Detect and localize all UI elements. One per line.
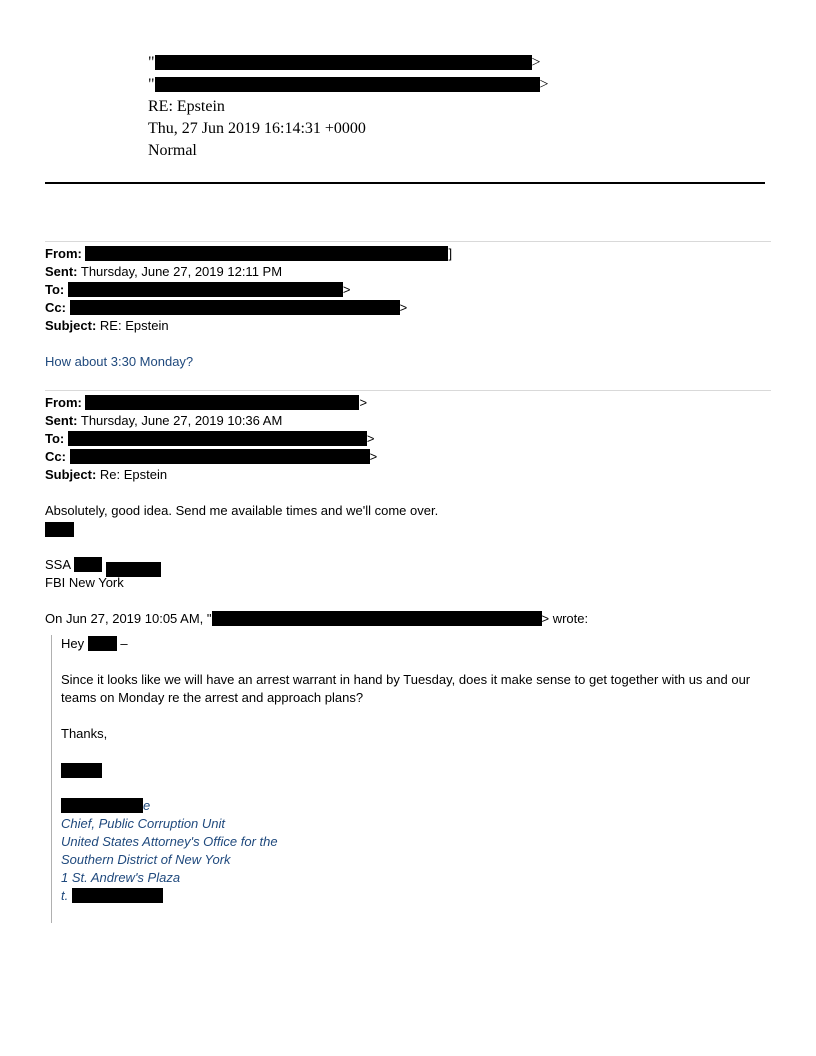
quoted-greeting: Hey — [61, 636, 85, 651]
msg1-body: How about 3:30 Monday? — [45, 354, 194, 369]
msg1-from-label: From: — [45, 246, 82, 261]
msg2-subject-row — [45, 466, 167, 484]
msg2-sent: Thursday, June 27, 2019 10:36 AM — [80, 413, 283, 428]
msg2-subject: Re: Epstein — [99, 467, 168, 482]
msg2-sent-row — [45, 412, 282, 430]
msg1-subject: RE: Epstein — [99, 318, 169, 333]
msg2-sig-title-row — [45, 556, 161, 574]
msg2-body: Absolutely, good idea. Send me available times and we'll come over. — [45, 503, 439, 518]
quoted-greeting-row — [61, 635, 128, 653]
quoted-sig-name-tail: e — [143, 798, 151, 813]
msg2-sig-title: SSA — [45, 557, 71, 572]
msg1-cc-label: Cc: — [45, 300, 66, 315]
header-subject: RE: Epstein — [148, 98, 225, 115]
message-divider — [45, 241, 771, 242]
redaction-block — [61, 798, 143, 813]
quoted-intro-suffix: > wrote: — [541, 611, 589, 626]
quoted-sig-name-row — [61, 797, 150, 815]
redaction-block — [88, 636, 117, 651]
msg2-signoff — [45, 521, 74, 539]
msg1-cc-row — [45, 299, 407, 317]
quoted-sig-line: Chief, Public Corruption Unit — [61, 816, 226, 831]
msg1-sent: Thursday, June 27, 2019 12:11 PM — [80, 264, 283, 279]
msg2-cc-suffix: > — [369, 449, 378, 464]
redaction-block — [155, 55, 532, 70]
msg2-cc-row — [45, 448, 377, 466]
msg2-to-label: To: — [45, 431, 65, 446]
quoted-sig-phone-prefix: t. — [61, 888, 69, 903]
quoted-sig-phone-row — [61, 887, 163, 905]
quoted-body-line-1: Since it looks like we will have an arrest warrant in hand by Tuesday, does it make sense to get together with us and our — [61, 672, 751, 687]
msg2-to-suffix: > — [366, 431, 375, 446]
quoted-signoff — [61, 762, 102, 780]
quote-bar — [51, 635, 52, 923]
msg1-from-row — [45, 245, 452, 263]
msg1-sent-row — [45, 263, 282, 281]
message-divider — [45, 390, 771, 391]
header-importance: Normal — [148, 142, 197, 159]
msg2-from-suffix: > — [359, 395, 368, 410]
redaction-block — [85, 395, 359, 410]
redaction-block — [61, 763, 102, 778]
quoted-sig-line: United States Attorney's Office for the — [61, 834, 278, 849]
header-cc-prefix: " — [148, 76, 155, 93]
header-divider — [45, 182, 765, 184]
quoted-thanks: Thanks, — [61, 726, 108, 741]
redaction-block — [155, 77, 540, 92]
msg1-subject-row — [45, 317, 169, 335]
header-to-suffix: > — [531, 54, 541, 71]
quoted-sig-line: Southern District of New York — [61, 852, 231, 867]
quoted-sig-line: 1 St. Andrew's Plaza — [61, 870, 181, 885]
header-to-prefix: " — [148, 54, 155, 71]
msg2-sent-label: Sent: — [45, 413, 78, 428]
msg2-sig-office: FBI New York — [45, 575, 124, 590]
msg2-cc-label: Cc: — [45, 449, 66, 464]
quoted-intro-prefix: On Jun 27, 2019 10:05 AM, " — [45, 611, 212, 626]
msg1-subject-label: Subject: — [45, 318, 97, 333]
redaction-block — [212, 611, 542, 626]
redaction-block — [72, 888, 163, 903]
msg2-from-label: From: — [45, 395, 82, 410]
redaction-block — [70, 449, 370, 464]
header-cc-suffix: > — [539, 76, 549, 93]
quoted-greeting-dash: – — [120, 636, 128, 651]
msg2-subject-label: Subject: — [45, 467, 97, 482]
redaction-block — [70, 300, 400, 315]
header-date: Thu, 27 Jun 2019 16:14:31 +0000 — [148, 120, 366, 137]
redaction-block — [45, 522, 74, 537]
msg1-to-row — [45, 281, 350, 299]
redaction-block — [85, 246, 448, 261]
msg1-to-label: To: — [45, 282, 65, 297]
msg2-to-row — [45, 430, 374, 448]
msg1-sent-label: Sent: — [45, 264, 78, 279]
msg1-from-suffix: ] — [448, 246, 453, 261]
redaction-block — [68, 431, 367, 446]
redaction-block — [68, 282, 343, 297]
quoted-body-line-2: teams on Monday re the arrest and approach plans? — [61, 690, 364, 705]
msg1-cc-suffix: > — [399, 300, 408, 315]
msg2-from-row — [45, 394, 367, 412]
msg1-to-suffix: > — [342, 282, 351, 297]
redaction-block — [74, 557, 102, 572]
quoted-intro — [45, 610, 588, 628]
